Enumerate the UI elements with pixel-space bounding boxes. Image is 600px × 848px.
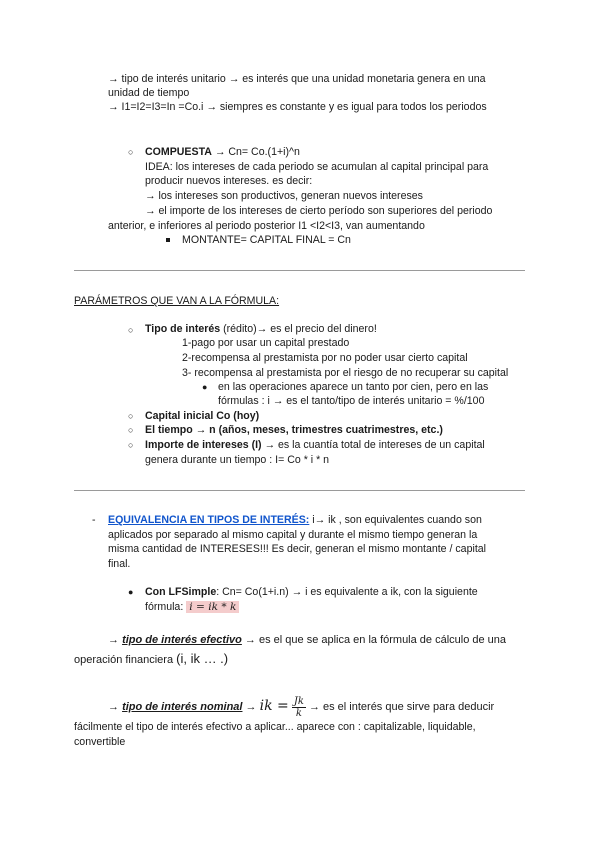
tipo-bullet-2: fórmulas : i → es el tanto/tipo de interés unitario = %/100 [218,395,485,407]
capital-inicial: Capital inicial Co (hoy) [145,410,260,422]
unitario-line-2: unidad de tiempo [108,87,190,99]
tiempo-line: El tiempo → n (años, meses, trimestres cuatrimestres, etc.) [145,424,443,436]
circle-bullet-icon: ○ [128,440,134,450]
tipo-sub-1: 1-pago por usar un capital prestado [182,337,350,349]
tipo-bullet-1: en las operaciones aparece un tanto por cien, pero en las [218,381,489,393]
compuesta-heading [145,145,300,159]
efectivo-text-2: operación financiera [74,654,177,666]
tipo-interes-line [145,322,377,336]
unitario-line-1: → tipo de interés unitario → es interés que una unidad monetaria genera en una [108,73,486,85]
compuesta-formula: → Cn= Co.(1+i)^n [211,146,300,158]
formula-math: i = ik * k [186,601,239,613]
efectivo-arrow: → [108,634,123,646]
tipo-interes-desc: (rédito)→ es el precio del dinero! [220,323,377,335]
fraction-numerator: Jk [293,695,304,707]
efectivo-line-2 [74,652,228,667]
divider-2 [74,490,525,491]
square-bullet-icon [166,238,170,242]
idea-line-2: producir nuevos intereses. es decir: [145,175,313,187]
importe-line-2: genera durante un tiempo : I= Co * i * n [145,454,330,466]
compuesta-title: COMPUESTA [145,146,212,158]
tipo-sub-3: 3- recompensa al prestamista por el riesgo de no recuperar su capital [182,367,509,379]
dot-bullet-icon: ● [202,382,208,392]
efectivo-line-1 [108,633,506,647]
nominal-fraction [292,696,306,719]
efectivo-desc: → es el que se aplica en la fórmula de cálculo de una [241,634,507,646]
equivalencia-line-1 [108,513,482,527]
equivalencia-title: EQUIVALENCIA EN TIPOS DE INTERÉS: [108,514,310,526]
nominal-line-3: convertible [74,736,126,748]
montante-line: MONTANTE= CAPITAL FINAL = Cn [182,234,351,246]
circle-bullet-icon: ○ [128,325,134,335]
equivalencia-line-2: aplicados por separado al mismo capital y durante el mismo tiempo generan la [108,529,478,541]
tipo-interes-term: Tipo de interés [145,323,221,335]
divider-1 [74,270,525,271]
circle-bullet-icon: ○ [128,411,134,421]
fraction-denominator: k [295,707,302,719]
efectivo-symbols: (i, ik … .) [176,651,229,666]
idea-line-3: → los intereses son productivos, generan nuevos intereses [145,190,423,202]
dot-bullet-icon: ● [128,587,134,597]
parametros-heading: PARÁMETROS QUE VAN A LA FÓRMULA: [74,295,280,307]
nominal-lhs: ik = [259,698,289,714]
equivalencia-line-4: final. [108,558,131,570]
equivalencia-line-3: misma cantidad de INTERESES!!! Es decir, generan el mismo montante / capital [108,543,487,555]
importe-line [145,438,485,452]
idea-line-4: → el importe de los intereses de cierto período son superiores del periodo [145,205,493,217]
nominal-arrow: → [108,701,123,713]
lfsimple-desc: : Cn= Co(1+i.n) → i es equivalente a ik, con la siguiente [216,586,478,598]
nominal-term: tipo de interés nominal [122,701,243,713]
formula-label: fórmula: [145,601,187,613]
dash-bullet: - [92,514,96,526]
importe-term: Importe de intereses (I) [145,439,262,451]
nominal-desc: → es el interés que sirve para deducir [305,701,495,713]
nominal-line-2: fácilmente el tipo de interés efectivo a aplicar... aparece con : capitalizable, liquidable, [74,721,476,733]
idea-line-1: IDEA: los intereses de cada periodo se acumulan al capital principal para [145,161,489,173]
formula-line [145,600,239,614]
efectivo-term: tipo de interés efectivo [122,634,242,646]
nominal-arrow-2: → [242,701,260,713]
idea-line-5: anterior, e inferiores al periodo posterior I1 <I2<I3, van aumentando [108,220,425,232]
circle-bullet-icon: ○ [128,147,134,157]
circle-bullet-icon: ○ [128,425,134,435]
unitario-line-3: → I1=I2=I3=In =Co.i → siempres es constante y es igual para todos los periodos [108,101,487,113]
tipo-sub-2: 2-recompensa al prestamista por no poder usar cierto capital [182,352,468,364]
equivalencia-text-1: i→ ik , son equivalentes cuando son [309,514,482,526]
lfsimple-line [145,585,478,599]
lfsimple-term: Con LFSimple [145,586,217,598]
importe-desc: → es la cuantía total de intereses de un capital [261,439,485,451]
nominal-line-1 [108,692,494,721]
